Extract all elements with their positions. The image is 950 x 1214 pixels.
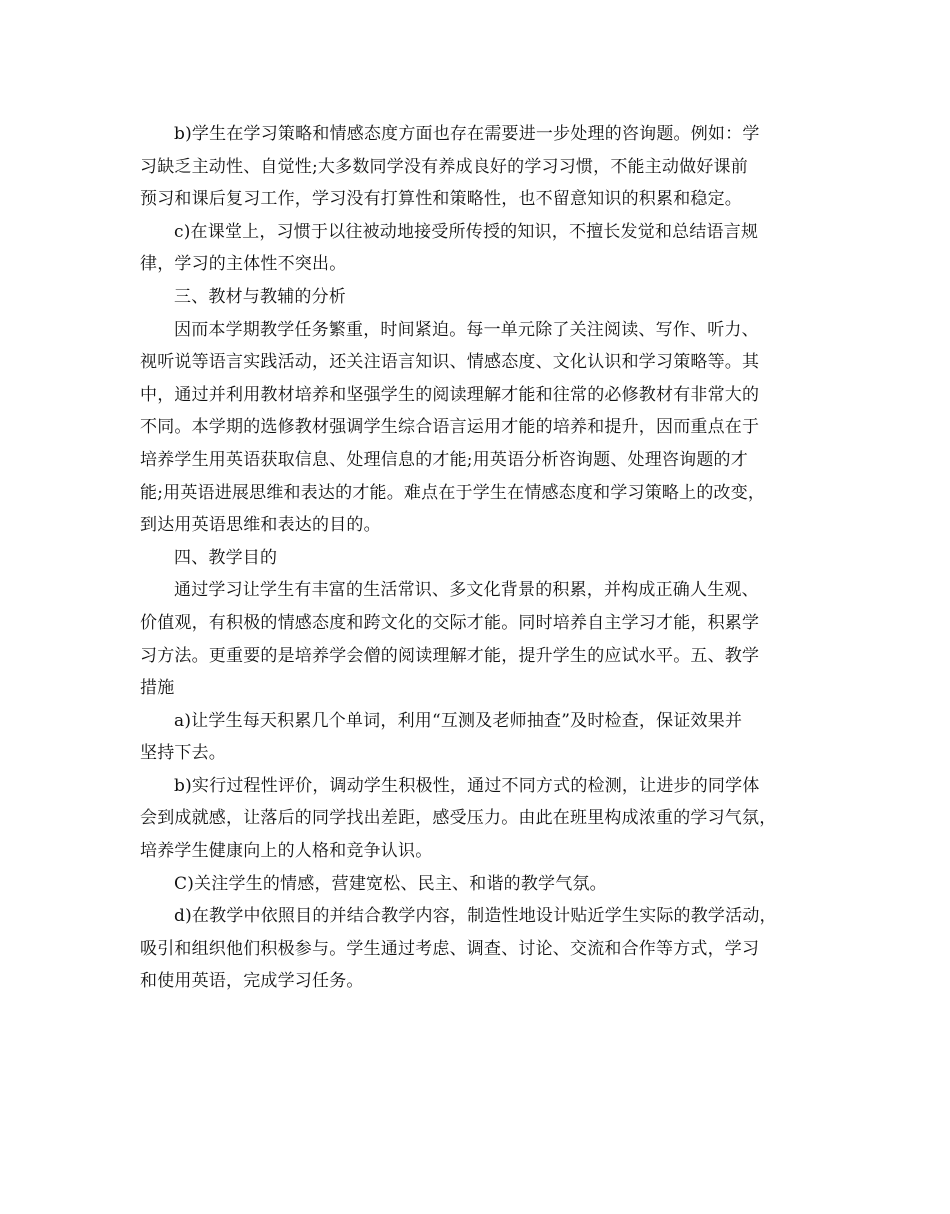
text-line: 通过学习让学生有丰富的生活常识、多文化背景的积累，并构成正确人生观、: [174, 580, 759, 601]
text-line: 到达用英语思维和表达的目的。: [140, 515, 381, 536]
paragraph-materials-analysis: [140, 314, 826, 542]
text-line: 和使用英语，完成学习任务。: [140, 971, 364, 992]
section-heading-materials: [140, 281, 826, 314]
text-line: 因而本学期教学任务繁重，时间紧迫。每一单元除了关注阅读、写作、听力、: [174, 319, 759, 340]
text-line: b)实行过程性评价，调动学生积极性，通过不同方式的检测，让进步的同学体: [174, 775, 760, 796]
paragraph-c-classroom: [140, 216, 826, 281]
section-heading-goals: [140, 542, 826, 575]
text-line: 中，通过并利用教材培养和坚强学生的阅读理解才能和往常的必修教材有非常大的: [140, 384, 760, 405]
paragraph-a-words: [140, 705, 826, 770]
paragraph-b-evaluation: [140, 770, 826, 868]
text-line: 预习和课后复习工作，学习没有打算性和策略性，也不留意知识的积累和稳定。: [140, 189, 742, 210]
text-line: 习缺乏主动性、自觉性;大多数同学没有养成良好的学习习惯，不能主动做好课前: [140, 156, 748, 177]
heading-text: 四、教学目的: [174, 547, 278, 568]
paragraph-b-learning-strategy: [140, 118, 826, 216]
paragraph-c-emotion: [140, 868, 826, 901]
text-line: d)在教学中依照目的并结合教学内容，制造性地设计贴近学生实际的教学活动，: [174, 906, 777, 927]
text-line: 吸引和组织他们积极参与。学生通过考虑、调查、讨论、交流和合作等方式，学习: [140, 938, 760, 959]
text-line: 不同。本学期的选修教材强调学生综合语言运用才能的培养和提升，因而重点在于: [140, 417, 760, 438]
text-line: 习方法。更重要的是培养学会僧的阅读理解才能，提升学生的应试水平。五、教学: [140, 645, 760, 666]
text-line: C)关注学生的情感，营建宽松、民主、和谐的教学气氛。: [174, 873, 607, 894]
text-line: 价值观，有积极的情感态度和跨文化的交际才能。同时培养自主学习才能，积累学: [140, 612, 760, 633]
text-line: 措施: [140, 678, 175, 699]
text-line: 会到成就感，让落后的同学找出差距，感受压力。由此在班里构成浓重的学习气氛，: [140, 808, 777, 829]
document-body: [140, 118, 826, 998]
text-line: 能;用英语进展思维和表达的才能。难点在于学生在情感态度和学习策略上的改变，: [140, 482, 766, 503]
paragraph-teaching-goals: [140, 574, 826, 704]
text-line: a)让学生每天积累几个单词，利用“互测及老师抽查”及时检查，保证效果并: [174, 710, 743, 731]
text-line: b)学生在学习策略和情感态度方面也存在需要进一步处理的咨询题。例如：学: [174, 124, 760, 144]
heading-text: 三、教材与教辅的分析: [174, 286, 346, 307]
text-line: 培养学生用英语获取信息、处理信息的才能;用英语分析咨询题、处理咨询题的才: [140, 449, 748, 470]
text-line: 培养学生健康向上的人格和竞争认识。: [140, 841, 433, 862]
text-line: 律，学习的主体性不突出。: [140, 254, 347, 275]
text-line: 视听说等语言实践活动，还关注语言知识、情感态度、文化认识和学习策略等。其: [140, 352, 760, 373]
text-line: c)在课堂上，习惯于以往被动地接受所传授的知识，不擅长发觉和总结语言规: [174, 221, 759, 242]
paragraph-d-activities: [140, 900, 826, 998]
text-line: 坚持下去。: [140, 743, 226, 764]
